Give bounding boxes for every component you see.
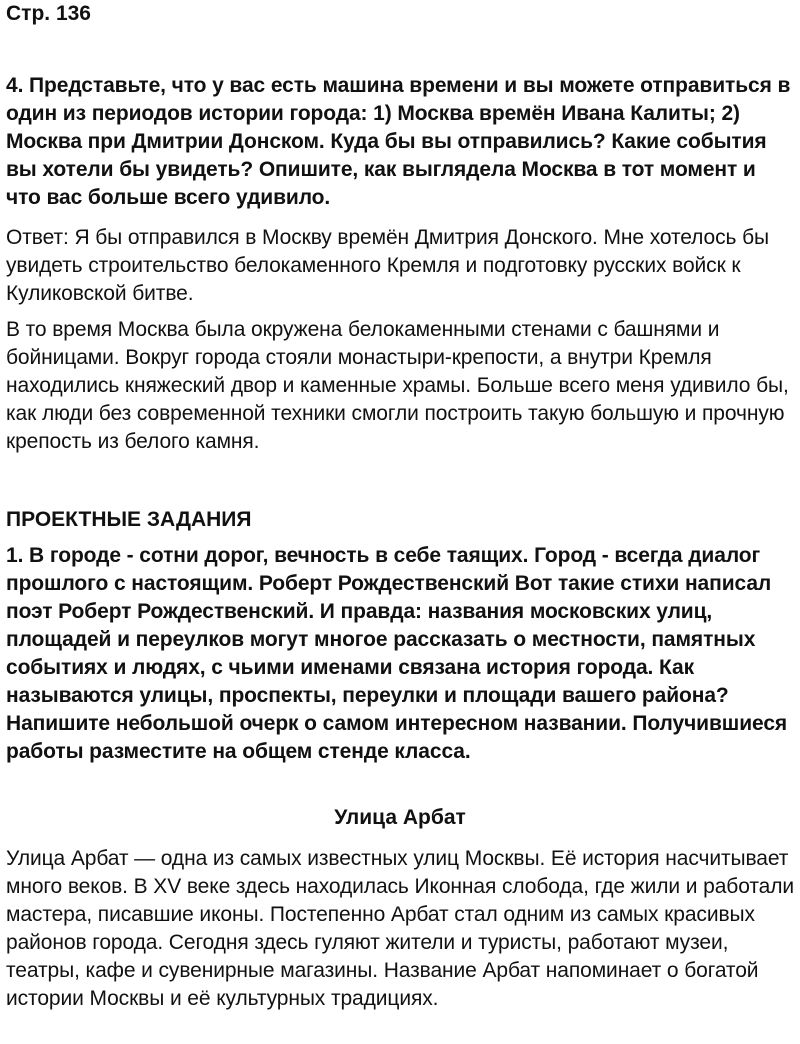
essay-title: Улица Арбат xyxy=(334,806,466,829)
section-heading: ПРОЕКТНЫЕ ЗАДАНИЯ xyxy=(6,508,252,531)
essay-text: Улица Арбат — одна из самых известных улиц Москвы. Её история насчитывает много веков. В XV веке здесь находилась Иконная слобода, где жили и работали мастера, писавшие иконы. Постепенно Арбат стал одним из самых красивых районов города. Сегодня здесь гуляют жители и туристы, работают музеи, театры, кафе и сувенирные магазины. Название Арбат напоминает о богатой истории Москвы и её культурных традициях. xyxy=(6,847,794,1010)
project-task-1: 1. В городе - сотни дорог, вечность в себе таящих. Город - всегда диалог прошлого с настоящим. Роберт Рождественский Вот такие стихи написал поэт Роберт Рождественский. И правда: названия московских улиц, площадей и переулков могут многое рассказать о местности, памятных событиях и людях, с чьими именами связана история города. Как называются улицы, проспекты, переулки и площади вашего района? Напишите небольшой очерк о самом интересном названии. Получившиеся работы разместите на общем стенде класса. xyxy=(6,544,788,763)
task-4-answer-paragraph-1: Ответ: Я бы отправился в Москву времён Дмитрия Донского. Мне хотелось бы увидеть строительство белокаменного Кремля и подготовку русских войск к Куликовской битве. xyxy=(6,226,770,305)
task-4-answer-paragraph-2: В то время Москва была окружена белокаменными стенами с башнями и бойницами. Вокруг города стояли монастыри-крепости, а внутри Кремля находились княжеский двор и каменные храмы. Больше всего меня удивило бы, как люди без современной техники смогли построить такую большую и прочную крепость из белого камня. xyxy=(6,318,789,453)
page-number: Стр. 136 xyxy=(6,2,91,25)
task-4-question: 4. Представьте, что у вас есть машина времени и вы можете отправиться в один из периодов истории города: 1) Москва времён Ивана Калиты; 2) Москва при Дмитрии Донском. Куда бы вы отправились? Какие события вы хотели бы увидеть? Опишите, как выглядела Москва в тот момент и что вас больше всего удивило. xyxy=(6,74,791,209)
